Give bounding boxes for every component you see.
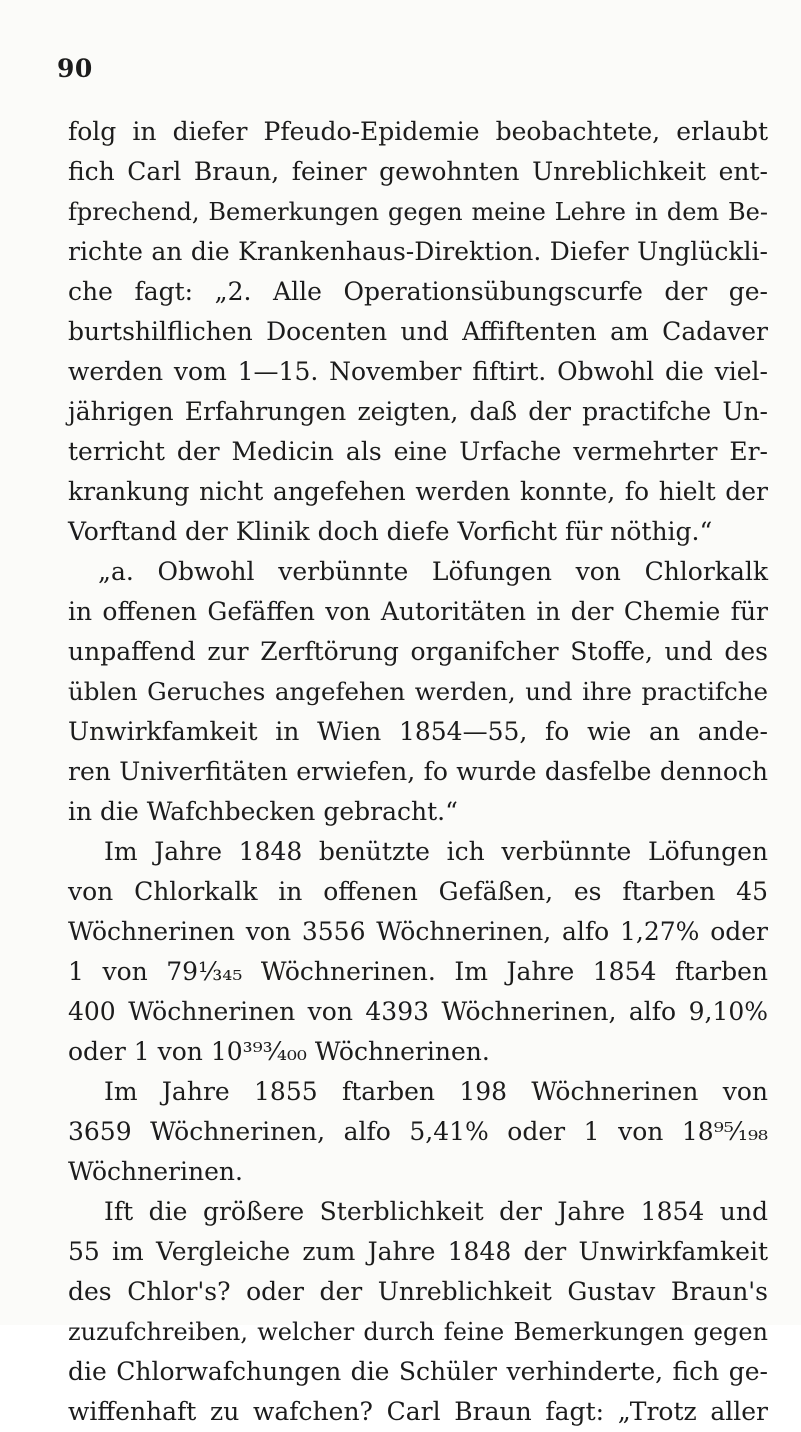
text-line: 3659 Wöchnerinen, alfo 5,41% oder 1 von 18⁹⁵⁄₁₉₈ xyxy=(68,1117,768,1146)
text-line: Im Jahre 1848 benützte ich verbünnte Löfungen xyxy=(104,837,768,866)
text-line: fprechend, Bemerkungen gegen meine Lehre in dem Be- xyxy=(68,198,768,226)
text-line: in offenen Gefäffen von Autoritäten in der Chemie für xyxy=(68,597,768,626)
text-line: terricht der Medicin als eine Urfache vermehrter Er- xyxy=(68,437,768,466)
text-line: „a. Obwohl verbünnte Löfungen von Chlorkalk xyxy=(98,557,768,586)
text-line: zuzufchreiben, welcher durch feine Bemerkungen gegen xyxy=(68,1318,768,1346)
text-line: des Chlor's? oder der Unreblichkeit Gustav Braun's xyxy=(68,1277,768,1306)
text-line: 55 im Vergleiche zum Jahre 1848 der Unwirkfamkeit xyxy=(68,1237,768,1266)
text-line: in die Wafchbecken gebracht.“ xyxy=(68,797,458,826)
text-line: unpaffend zur Zerftörung organifcher Stoffe, und des xyxy=(68,637,768,666)
text-line: richte an die Krankenhaus-Direktion. Diefer Unglückli- xyxy=(68,237,768,266)
text-line: Unwirkfamkeit in Wien 1854—55, fo wie an ande- xyxy=(68,717,768,746)
text-line: wiffenhaft zu wafchen? Carl Braun fagt: „Trotz aller xyxy=(68,1397,768,1426)
text-line: üblen Geruches angefehen werden, und ihre practifche xyxy=(68,677,768,706)
text-line: Ift die größere Sterblichkeit der Jahre 1854 und xyxy=(104,1197,768,1226)
text-line: Wöchnerinen von 3556 Wöchnerinen, alfo 1,27% oder xyxy=(68,917,768,946)
text-line: fich Carl Braun, feiner gewohnten Unreblichkeit ent- xyxy=(68,157,768,186)
text-line: folg in diefer Pfeudo-Epidemie beobachtete, erlaubt xyxy=(68,117,768,146)
text-line: Vorftand der Klinik doch diefe Vorficht für nöthig.“ xyxy=(68,517,713,546)
text-line: von Chlorkalk in offenen Gefäßen, es ftarben 45 xyxy=(68,877,768,906)
text-line: werden vom 1—15. November fiftirt. Obwohl die viel- xyxy=(68,357,768,386)
page-number: 90 xyxy=(57,54,93,83)
text-line: ren Univerfitäten erwiefen, fo wurde dasfelbe dennoch xyxy=(68,757,768,786)
text-line: Im Jahre 1855 ftarben 198 Wöchnerinen von xyxy=(104,1077,768,1106)
text-line: die Chlorwafchungen die Schüler verhinderte, fich ge- xyxy=(68,1357,768,1386)
text-line: krankung nicht angefehen werden konnte, fo hielt der xyxy=(68,477,768,506)
text-line: 400 Wöchnerinen von 4393 Wöchnerinen, alfo 9,10% xyxy=(68,997,768,1026)
text-line: jährigen Erfahrungen zeigten, daß der practifche Un- xyxy=(68,397,768,426)
text-line: burtshilflichen Docenten und Affiftenten am Cadaver xyxy=(68,317,768,346)
text-line: che fagt: „2. Alle Operationsübungscurfe der ge- xyxy=(68,277,768,306)
text-line: oder 1 von 10³⁹³⁄₄₀₀ Wöchnerinen. xyxy=(68,1037,490,1066)
body-text xyxy=(68,112,768,1432)
text-line: 1 von 79⅓₄₅ Wöchnerinen. Im Jahre 1854 ftarben xyxy=(68,957,768,986)
text-line: Wöchnerinen. xyxy=(68,1157,243,1186)
